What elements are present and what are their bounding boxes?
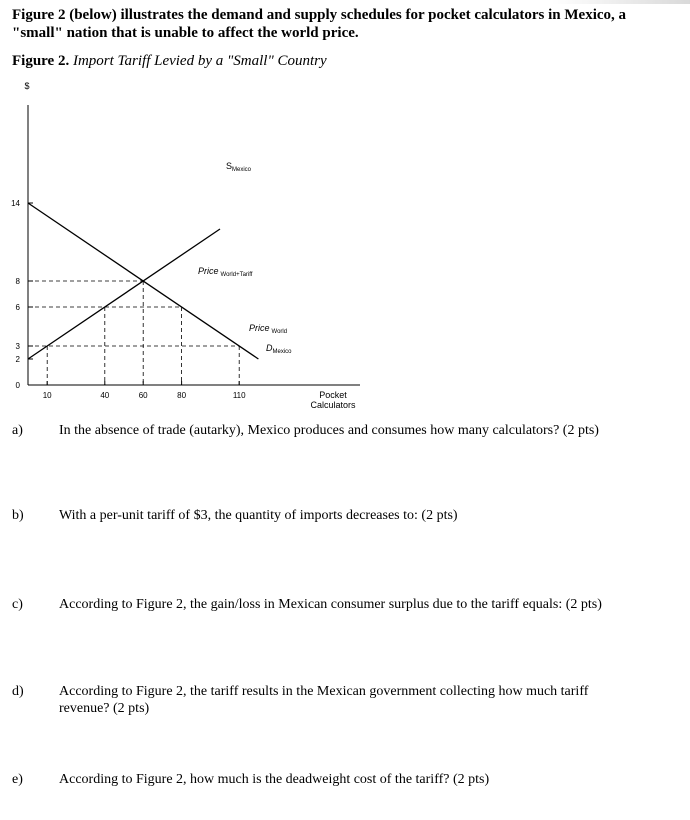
- demand-curve-label: [266, 343, 292, 355]
- x-tick-label: 110: [232, 391, 246, 400]
- intro-text: Figure 2 (below) illustrates the demand and supply schedules for pocket calculators in Mexico, a "small" nation that is unable to affect the world price.: [12, 7, 627, 41]
- demand-label-main: D: [266, 343, 273, 353]
- question-letter: c): [12, 597, 23, 612]
- supply-label-sub: Mexico: [232, 167, 252, 173]
- y-axis-label: $: [24, 81, 30, 91]
- supply-curve: [28, 229, 220, 359]
- world-tariff-label-main: Price: [198, 266, 219, 276]
- figure-title: [12, 52, 327, 70]
- world-tariff-label-sub: World+Tariff: [220, 272, 253, 278]
- x-tick-label: 10: [42, 391, 52, 400]
- world-price-label: [249, 323, 287, 335]
- question-letter: a): [12, 423, 23, 438]
- x-axis-label-line2: Calculators: [310, 400, 356, 410]
- y-tick-label: 6: [15, 303, 20, 312]
- question-text: According to Figure 2, how much is the deadweight cost of the tariff? (2 pts): [59, 772, 490, 787]
- question-text: According to Figure 2, the gain/loss in Mexican consumer surplus due to the tariff equals: (2 pts): [59, 597, 602, 612]
- question-letter: e): [12, 772, 23, 787]
- world-label-main: Price: [249, 323, 270, 333]
- world-label-sub: World: [271, 329, 288, 335]
- y-tick-label: 14: [11, 199, 20, 208]
- question-letter: b): [12, 508, 24, 523]
- x-tick-label: 40: [100, 391, 110, 400]
- demand-label-sub: Mexico: [272, 349, 292, 355]
- ticks: [11, 199, 246, 400]
- question-letter: d): [12, 684, 24, 699]
- y-tick-label: 3: [15, 342, 20, 351]
- top-bar: [0, 0, 690, 4]
- world-tariff-price-label: [198, 266, 253, 278]
- x-tick-label: 80: [177, 391, 187, 400]
- x-tick-label: 60: [138, 391, 148, 400]
- curves: [28, 203, 258, 359]
- question-text: According to Figure 2, the tariff results in the Mexican government collecting how much tariff revenue? (2 pts): [59, 684, 589, 716]
- figure-label: Figure 2.: [12, 53, 70, 69]
- x-axis-label-line1: Pocket: [319, 390, 347, 400]
- y-tick-label: 2: [15, 355, 20, 364]
- figure-caption: Import Tariff Levied by a "Small" Country: [72, 53, 327, 69]
- guide-lines: [28, 281, 239, 385]
- supply-curve-label: [226, 161, 252, 173]
- tariff-graph: [0, 75, 400, 415]
- supply-label-main: S: [226, 161, 233, 171]
- question-text: In the absence of trade (autarky), Mexico produces and consumes how many calculators? (2 pts): [59, 423, 599, 438]
- y-tick-label: 8: [15, 277, 20, 286]
- y-tick-label: 0: [15, 381, 20, 390]
- question-text: With a per-unit tariff of $3, the quantity of imports decreases to: (2 pts): [59, 508, 458, 523]
